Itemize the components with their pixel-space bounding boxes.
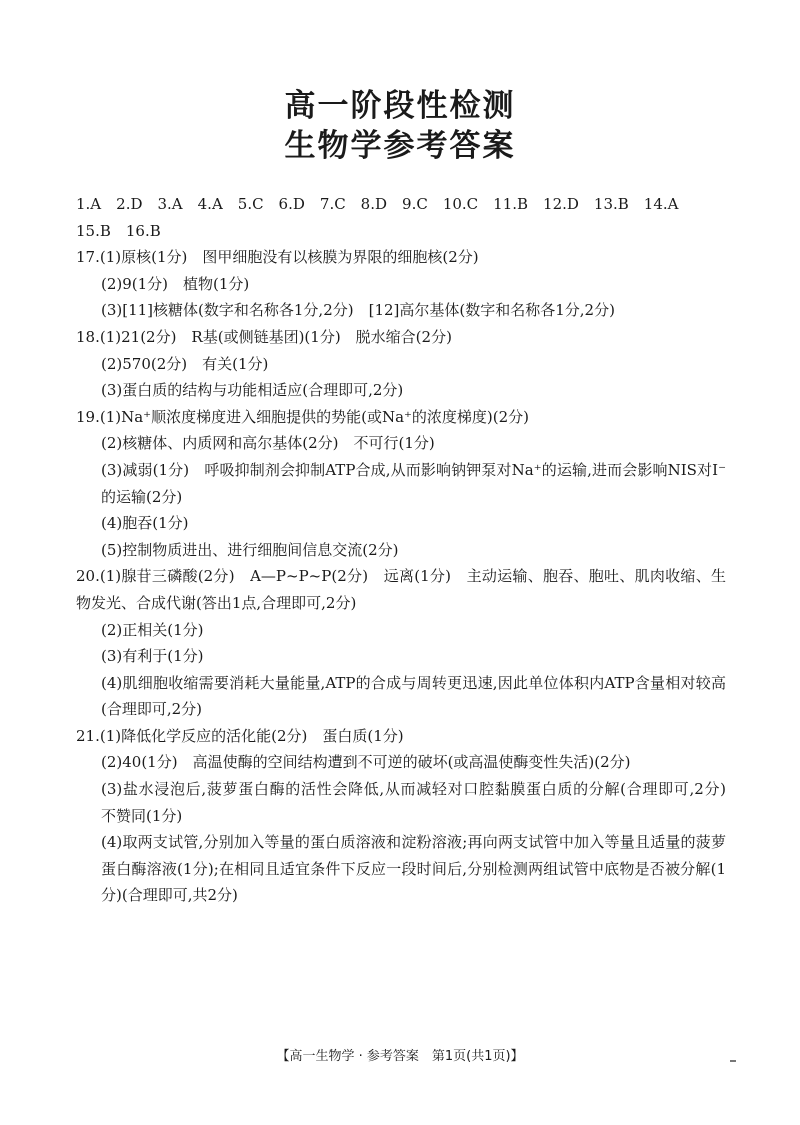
q18-part-2: (2)570(2分) 有关(1分) bbox=[101, 354, 269, 373]
q19-part-3: (3)减弱(1分) 呼吸抑制剂会抑制ATP合成,从而影响钠钾泵对Na⁺的运输,进而会影响NIS对I⁻的运输(2分) bbox=[101, 460, 726, 506]
page-subtitle: 生物学参考答案 bbox=[284, 128, 516, 164]
page-title: 高一阶段性检测 bbox=[284, 88, 516, 124]
q18-part-3: (3)蛋白质的结构与功能相适应(合理即可,2分) bbox=[101, 381, 404, 400]
answer-content bbox=[76, 191, 742, 909]
q21-part-2: (2)40(1分) 高温使酶的空间结构遭到不可逆的破坏(或高温使酶变性失活)(2分) bbox=[101, 753, 631, 772]
page-footer: 【高一生物学 · 参考答案 第1页(共1页)】 bbox=[276, 1049, 524, 1064]
q21-part-1: 21.(1)降低化学反应的活化能(2分) 蛋白质(1分) bbox=[76, 726, 404, 745]
q17-part-1: 17.(1)原核(1分) 图甲细胞没有以核膜为界限的细胞核(2分) bbox=[76, 248, 479, 267]
q17-part-3: (3)[11]核糖体(数字和名称各1分,2分) [12]高尔基体(数字和名称各1分,2分) bbox=[101, 301, 615, 320]
q20-part-3: (3)有利于(1分) bbox=[101, 647, 204, 666]
mc-answers-row-2: 15.B 16.B bbox=[76, 221, 161, 240]
q19-part-2: (2)核糖体、内质网和高尔基体(2分) 不可行(1分) bbox=[101, 434, 435, 453]
q20-part-1: 20.(1)腺苷三磷酸(2分) A—P~P~P(2分) 远离(1分) 主动运输、胞吞、胞吐、肌肉收缩、生物发光、合成代谢(答出1点,合理即可,2分) bbox=[76, 567, 726, 612]
q19-part-4: (4)胞吞(1分) bbox=[101, 514, 189, 533]
corner-mark bbox=[730, 1060, 736, 1062]
q19-part-1: 19.(1)Na⁺顺浓度梯度进入细胞提供的势能(或Na⁺的浓度梯度)(2分) bbox=[76, 407, 530, 426]
q20-part-2: (2)正相关(1分) bbox=[101, 620, 204, 639]
q19-part-5: (5)控制物质进出、进行细胞间信息交流(2分) bbox=[101, 540, 399, 559]
q17-part-2: (2)9(1分) 植物(1分) bbox=[101, 274, 250, 293]
q20-part-4: (4)肌细胞收缩需要消耗大量能量,ATP的合成与周转更迅速,因此单位体积内ATP含量相对较高(合理即可,2分) bbox=[101, 673, 726, 719]
q21-part-3: (3)盐水浸泡后,菠萝蛋白酶的活性会降低,从而减轻对口腔黏膜蛋白质的分解(合理即可,2分) 不赞同(1分) bbox=[101, 780, 742, 825]
mc-answers-row-1: 1.A 2.D 3.A 4.A 5.C 6.D 7.C 8.D 9.C 10.C 11.B 12.D 13.B 14.A bbox=[76, 195, 679, 213]
q21-part-4: (4)取两支试管,分别加入等量的蛋白质溶液和淀粉溶液;再向两支试管中加入等量且适量的菠萝蛋白酶溶液(1分);在相同且适宜条件下反应一段时间后,分别检测两组试管中底物是否被分解(1分)(合理即可,共2分) bbox=[101, 833, 726, 905]
q18-part-1: 18.(1)21(2分) R基(或侧链基团)(1分) 脱水缩合(2分) bbox=[76, 327, 452, 346]
